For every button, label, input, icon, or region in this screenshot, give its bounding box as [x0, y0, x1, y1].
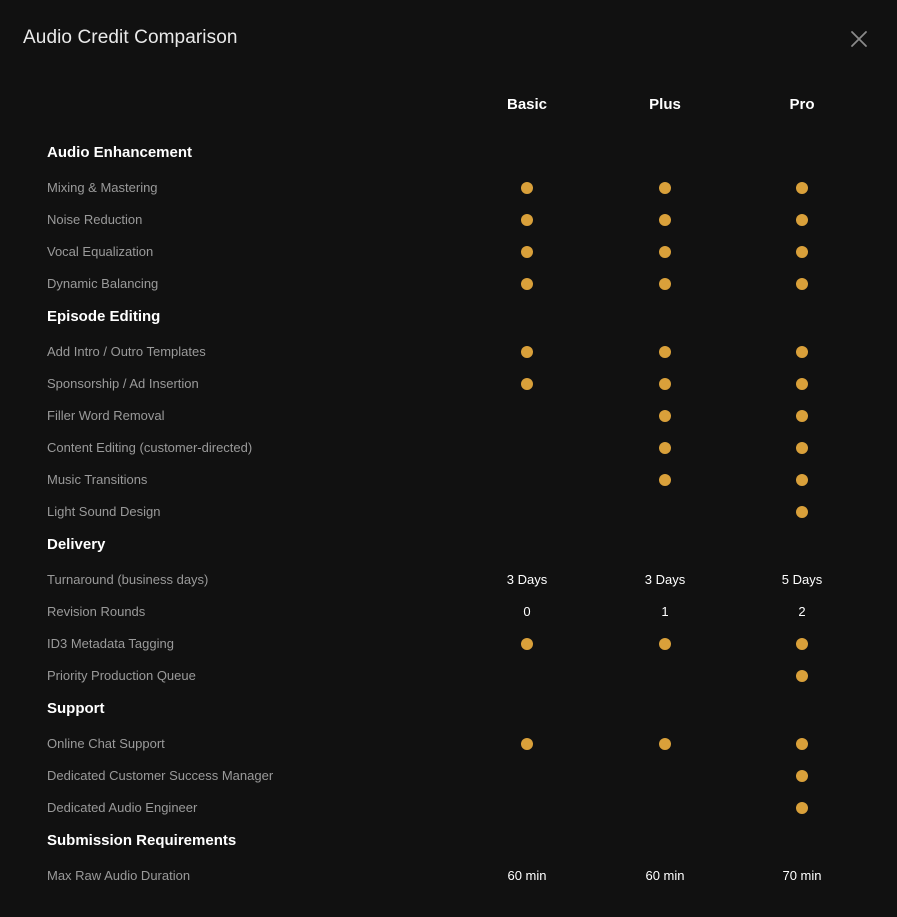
cell-basic: [467, 344, 587, 360]
row-label: Dedicated Customer Success Manager: [47, 768, 274, 783]
cell-pro: [742, 472, 862, 488]
included-dot-icon: [659, 246, 671, 258]
section-title: Submission Requirements: [47, 832, 237, 849]
section-title: Episode Editing: [47, 308, 161, 325]
cell-basic: [467, 376, 587, 392]
row-label: Content Editing (customer-directed): [47, 440, 253, 455]
included-dot-icon: [659, 410, 671, 422]
cell-basic: [467, 604, 587, 620]
included-dot-icon: [796, 410, 808, 422]
row-label: Dynamic Balancing: [47, 276, 159, 291]
cell-basic: [467, 180, 587, 196]
cell-basic: [467, 212, 587, 228]
cell-basic: [467, 736, 587, 752]
cell-pro: [742, 736, 862, 752]
included-dot-icon: [796, 802, 808, 814]
cell-pro: [742, 768, 862, 784]
cell-basic: [467, 244, 587, 260]
cell-value: 0: [523, 604, 531, 619]
cell-plus: [605, 212, 725, 228]
section-title: Delivery: [47, 536, 106, 553]
row-label: Light Sound Design: [47, 504, 161, 519]
cell-pro: [742, 344, 862, 360]
included-dot-icon: [659, 182, 671, 194]
row-label: Max Raw Audio Duration: [47, 868, 191, 883]
cell-pro: [742, 408, 862, 424]
plan-header-plus: Plus: [649, 96, 681, 113]
cell-plus: [605, 408, 725, 424]
cell-basic: [467, 408, 587, 424]
included-dot-icon: [659, 346, 671, 358]
cell-pro: [742, 668, 862, 684]
cell-pro: [742, 572, 862, 588]
cell-plus: [605, 344, 725, 360]
cell-basic: [467, 636, 587, 652]
cell-plus: [605, 244, 725, 260]
cell-basic: [467, 276, 587, 292]
cell-value: 3 Days: [506, 572, 548, 587]
cell-pro: [742, 180, 862, 196]
cell-plus: [605, 768, 725, 784]
cell-plus: [605, 604, 725, 620]
cell-value: 2: [798, 604, 806, 619]
cell-plus: [605, 276, 725, 292]
included-dot-icon: [796, 278, 808, 290]
included-dot-icon: [521, 378, 533, 390]
row-label: Revision Rounds: [47, 604, 146, 619]
included-dot-icon: [659, 378, 671, 390]
included-dot-icon: [796, 638, 808, 650]
included-dot-icon: [521, 214, 533, 226]
included-dot-icon: [796, 670, 808, 682]
row-label: Music Transitions: [47, 472, 148, 487]
included-dot-icon: [521, 246, 533, 258]
cell-pro: [742, 276, 862, 292]
cell-plus: [605, 868, 725, 884]
cell-basic: [467, 868, 587, 884]
cell-pro: [742, 636, 862, 652]
row-label: Turnaround (business days): [47, 572, 209, 587]
included-dot-icon: [796, 214, 808, 226]
cell-plus: [605, 668, 725, 684]
row-label: ID3 Metadata Tagging: [47, 636, 174, 651]
cell-plus: [605, 472, 725, 488]
row-label: Vocal Equalization: [47, 244, 154, 259]
cell-basic: [467, 440, 587, 456]
cell-pro: [742, 440, 862, 456]
cell-plus: [605, 440, 725, 456]
cell-basic: [467, 668, 587, 684]
cell-plus: [605, 504, 725, 520]
close-button[interactable]: [847, 27, 871, 51]
cell-value: 3 Days: [644, 572, 686, 587]
modal-title: Audio Credit Comparison: [23, 27, 238, 48]
close-icon: [847, 27, 871, 51]
row-label: Priority Production Queue: [47, 668, 196, 683]
cell-value: 1: [661, 604, 669, 619]
cell-basic: [467, 504, 587, 520]
cell-basic: [467, 572, 587, 588]
included-dot-icon: [796, 506, 808, 518]
included-dot-icon: [659, 638, 671, 650]
cell-value: 5 Days: [781, 572, 823, 587]
cell-pro: [742, 212, 862, 228]
cell-plus: [605, 572, 725, 588]
included-dot-icon: [521, 346, 533, 358]
section-title: Support: [47, 700, 105, 717]
included-dot-icon: [521, 638, 533, 650]
included-dot-icon: [796, 442, 808, 454]
included-dot-icon: [659, 214, 671, 226]
row-label: Mixing & Mastering: [47, 180, 158, 195]
included-dot-icon: [659, 278, 671, 290]
row-label: Sponsorship / Ad Insertion: [47, 376, 199, 391]
included-dot-icon: [659, 738, 671, 750]
included-dot-icon: [521, 738, 533, 750]
cell-basic: [467, 800, 587, 816]
included-dot-icon: [796, 246, 808, 258]
cell-pro: [742, 604, 862, 620]
included-dot-icon: [796, 474, 808, 486]
cell-pro: [742, 504, 862, 520]
included-dot-icon: [796, 738, 808, 750]
plan-header-basic: Basic: [506, 96, 548, 113]
section-title: Audio Enhancement: [47, 144, 193, 161]
row-label: Dedicated Audio Engineer: [47, 800, 198, 815]
cell-plus: [605, 736, 725, 752]
cell-plus: [605, 180, 725, 196]
row-label: Add Intro / Outro Templates: [47, 344, 206, 359]
cell-plus: [605, 636, 725, 652]
cell-value: 60 min: [507, 868, 547, 883]
cell-plus: [605, 800, 725, 816]
plan-header-pro: Pro: [789, 96, 815, 113]
cell-plus: [605, 376, 725, 392]
cell-pro: [742, 376, 862, 392]
cell-pro: [742, 868, 862, 884]
cell-basic: [467, 472, 587, 488]
cell-pro: [742, 244, 862, 260]
cell-value: 70 min: [782, 868, 822, 883]
row-label: Filler Word Removal: [47, 408, 165, 423]
row-label: Online Chat Support: [47, 736, 165, 751]
included-dot-icon: [796, 346, 808, 358]
included-dot-icon: [659, 474, 671, 486]
included-dot-icon: [521, 278, 533, 290]
included-dot-icon: [796, 182, 808, 194]
cell-pro: [742, 800, 862, 816]
included-dot-icon: [659, 442, 671, 454]
row-label: Noise Reduction: [47, 212, 143, 227]
included-dot-icon: [521, 182, 533, 194]
cell-value: 60 min: [645, 868, 685, 883]
included-dot-icon: [796, 378, 808, 390]
cell-basic: [467, 768, 587, 784]
included-dot-icon: [796, 770, 808, 782]
